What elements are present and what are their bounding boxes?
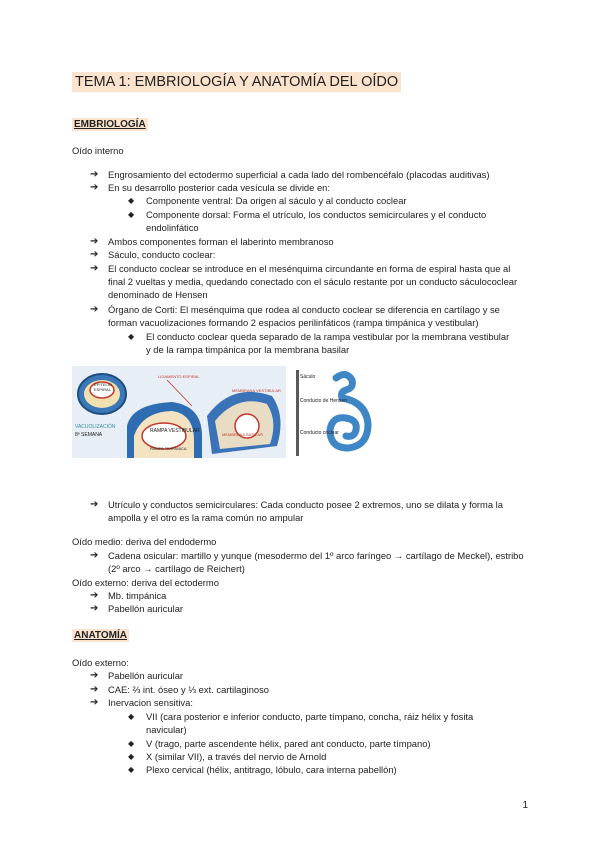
list-item: Pabellón auricular <box>108 603 184 614</box>
list-item: X (similar VII), a través del nervio de Arnold <box>146 751 327 762</box>
figure-label: RAMPA VESTIBULAR <box>150 428 200 434</box>
figure-label: MEMBRANA VESTIBULAR <box>232 388 281 393</box>
diamond-bullet-icon: ◆ <box>128 332 135 341</box>
list-item: Sáculo, conducto coclear: <box>108 249 216 260</box>
list-item: Cadena osicular: martillo y yunque (mesodermo del 1º arco faríngeo → cartílago de Meckel), estribo (2º arco → cartílago de Reichert) <box>108 550 524 574</box>
list-item: CAE: ⅔ int. óseo y ⅓ ext. cartilaginoso <box>108 684 270 695</box>
arrow-bullet-icon: ➔ <box>90 249 99 260</box>
page-number: 1 <box>522 800 528 811</box>
figure-label: LIGAMENTO ESPIRAL <box>158 374 200 379</box>
arrow-bullet-icon: ➔ <box>90 263 99 274</box>
subheading-oido-interno: Oído interno <box>72 145 124 156</box>
list-item: Pabellón auricular <box>108 670 184 681</box>
figure-label: EPITELIO <box>94 382 113 387</box>
list-item: En su desarrollo posterior cada vesícula se divide en: <box>108 182 330 193</box>
section-heading-embriologia: EMBRIOLOGÍA <box>74 119 146 130</box>
diamond-bullet-icon: ◆ <box>128 765 135 774</box>
list-item: Componente dorsal: Forma el utrículo, los conductos semicirculares y el conducto endolinfático <box>146 209 487 233</box>
diamond-bullet-icon: ◆ <box>128 196 135 205</box>
figure-label: Sáculo <box>300 374 316 380</box>
arrow-bullet-icon: ➔ <box>90 550 99 561</box>
figure-label: ESPIRAL <box>94 387 111 392</box>
figure-label: VACUOLIZACIÓN <box>75 424 116 430</box>
list-item: El conducto coclear queda separado de la rampa vestibular por la membrana vestibular y de la rampa timpánica por la membrana basilar <box>146 331 510 355</box>
cochlea-development-figure <box>72 366 286 458</box>
subheading-oido-externo-anatomia: Oído externo: <box>72 657 129 668</box>
list-item: Inervacion sensitiva: <box>108 697 193 708</box>
list-item: Órgano de Corti: El mesénquima que rodea al conducto coclear se diferencia en cartílago y se forman vacuolizaciones formando 2 espacios perilinfáticos (rampa timpánica y vestibular) <box>108 304 500 328</box>
list-item: Utrículo y conductos semicirculares: Cada conducto posee 2 extremos, uno se dilata y forma la ampolla y el otro es la rama común no ampular <box>108 499 503 523</box>
diamond-bullet-icon: ◆ <box>128 752 135 761</box>
figure-label: 8ª SEMANA <box>75 432 103 438</box>
saccule-cochlear-duct-figure <box>296 366 392 458</box>
arrow-bullet-icon: ➔ <box>90 670 99 681</box>
arrow-bullet-icon: ➔ <box>90 697 99 708</box>
subheading-oido-externo: Oído externo: deriva del ectodermo <box>72 577 219 588</box>
list-item: Plexo cervical (hélix, antitrago, lóbulo, cara interna pabellón) <box>146 764 397 775</box>
arrow-bullet-icon: ➔ <box>90 499 99 510</box>
list-item: Mb. timpánica <box>108 590 167 601</box>
subheading-oido-medio: Oído medio: deriva del endodermo <box>72 536 217 547</box>
list-item: El conducto coclear se introduce en el mesénquima circundante en forma de espiral hasta que al final 2 vueltas y media, quedando conectado con el sáculo restante por un conducto sáculococlear denominado de Hensen <box>108 263 518 300</box>
arrow-bullet-icon: ➔ <box>90 169 99 180</box>
diamond-bullet-icon: ◆ <box>128 739 135 748</box>
section-heading-anatomia: ANATOMÍA <box>74 630 127 641</box>
diamond-bullet-icon: ◆ <box>128 210 135 219</box>
arrow-bullet-icon: ➔ <box>90 182 99 193</box>
figure-label: MEMBRANA BASILAR <box>222 432 263 437</box>
figure-label: RAMPA TIMPÁNICA <box>150 446 187 451</box>
arrow-bullet-icon: ➔ <box>90 603 99 614</box>
arrow-bullet-icon: ➔ <box>90 590 99 601</box>
figure-label: Conducto de Hensen <box>300 398 347 404</box>
arrow-bullet-icon: ➔ <box>90 684 99 695</box>
list-item: Engrosamiento del ectodermo superficial a cada lado del rombencéfalo (placodas auditivas) <box>108 169 490 180</box>
diamond-bullet-icon: ◆ <box>128 712 135 721</box>
list-item: Componente ventral: Da origen al sáculo y al conducto coclear <box>146 195 407 206</box>
arrow-bullet-icon: ➔ <box>90 236 99 247</box>
page-title: TEMA 1: EMBRIOLOGÍA Y ANATOMÍA DEL OÍDO <box>72 72 401 92</box>
arrow-bullet-icon: ➔ <box>90 304 99 315</box>
list-item: VII (cara posterior e inferior conducto, parte tímpano, concha, ráiz hélix y fosita navicular) <box>146 711 474 735</box>
list-item: Ambos componentes forman el laberinto membranoso <box>108 236 334 247</box>
figure-label: Conducto coclear <box>300 430 339 436</box>
list-item: V (trago, parte ascendente hélix, pared ant conducto, parte tímpano) <box>146 738 431 749</box>
